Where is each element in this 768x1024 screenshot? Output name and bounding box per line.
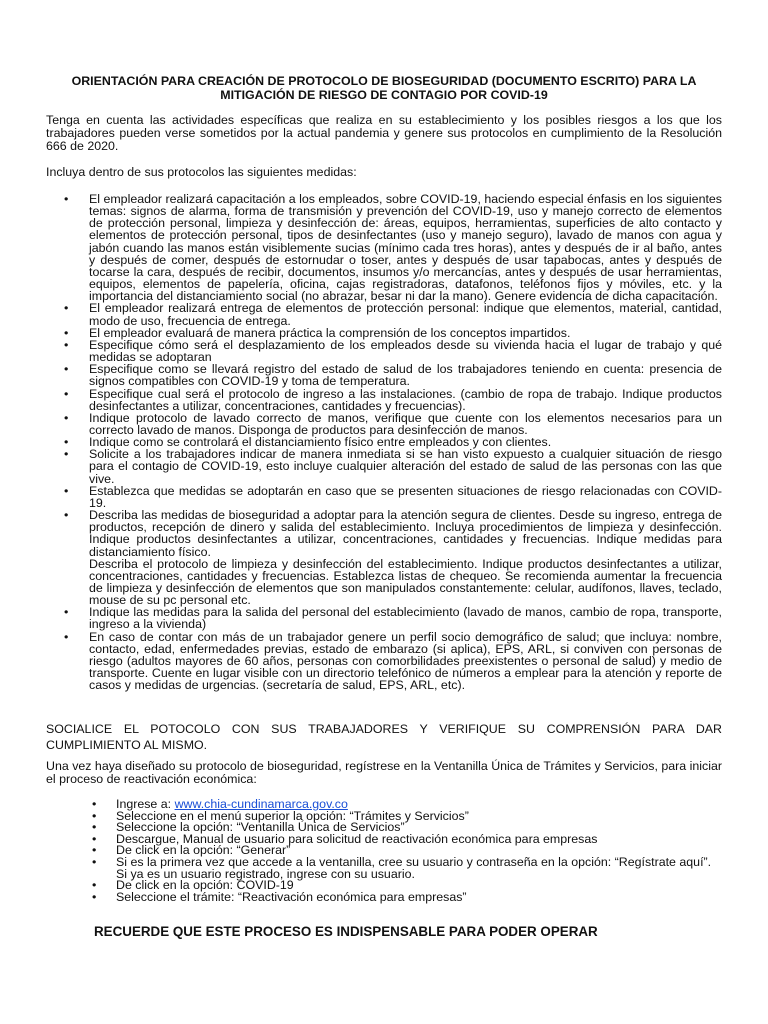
list-item-text: Indique como se controlará el distanciamiento físico entre empleados y con clientes. bbox=[89, 435, 552, 450]
list-item-text: Solicite a los trabajadores indicar de manera inmediata si se han visto expuesto a cualquier situación de riesgo para el contagio de COVID-19, esto incluye cualquier alteración del estado de salud de las personas con las que vive. bbox=[89, 447, 722, 486]
bullet-icon: • bbox=[92, 831, 97, 846]
list-item bbox=[46, 388, 722, 412]
measures-list bbox=[46, 193, 722, 691]
list-item-text: El empleador realizará capacitación a los empleados, sobre COVID-19, haciendo especial énfasis en los siguientes temas: signos de alarma, forma de transmisión y prevención del COVID-19, uso y manejo correcto de elementos de protección personal, limpieza y desinfección de: áreas, equipos, herramientas, superficies de alto contacto y elementos de protección personal, tipos de desinfectantes (uso y manejo seguro), lavado de manos con agua y jabón cuando las manos están visiblemente sucias (mínimo cada tres horas), antes y después de ir al baño, antes y después de comer, después de estornudar o toser, antes y después de usar tapabocas, antes y después de tocarse la cara, después de recibir, documentos, insumos y/o mercancías, antes y después de usar herramientas, equipos, elementos de papelería, oficina, cajas registradoras, datafonos, teléfonos fijos y móviles, etc. y la importancia del distanciamiento social (no abrazar, besar ni dar la mano). Genere evidencia de dicha capacitación. bbox=[89, 192, 722, 304]
list-item-text: En caso de contar con más de un trabajador genere un perfil socio demográfico de salud; que incluya: nombre, contacto, edad, enfermedades previas, estado de embarazo (si aplica), EPS, ARL, si conviven con personas de riesgo (adultos mayores de 60 años, personas con comorbilidades preexistentes o personal de salud) y medio de transporte. Cuente en lugar visible con un directorio telefónico de números a emplear para la atención y reporte de casos y medidas de urgencias. (secretaría de salud, EPS, ARL, etc). bbox=[89, 629, 722, 693]
list-item-text: El empleador realizará entrega de elementos de protección personal: indique que elementos, material, cantidad, modo de uso, frecuencia de entrega. bbox=[89, 301, 722, 328]
bullet-icon: • bbox=[64, 410, 69, 425]
bullet-icon: • bbox=[64, 386, 69, 401]
list-item bbox=[46, 631, 722, 692]
bullet-icon: • bbox=[64, 325, 69, 340]
steps-list bbox=[46, 799, 722, 903]
list-item bbox=[46, 854, 722, 881]
bullet-icon: • bbox=[64, 605, 69, 620]
website-link[interactable]: www.chia-cundinamarca.gov.co bbox=[174, 797, 348, 811]
list-item-text: De click en la opción: “Generar” bbox=[116, 843, 291, 858]
register-intro: Una vez haya diseñado su protocolo de bioseguridad, regístrese en la Ventanilla Única de Trámites y Servicios, para iniciar el proceso de reactivación económica: bbox=[46, 759, 722, 786]
list-item bbox=[46, 193, 722, 302]
title-line-2: MITIGACIÓN DE RIESGO DE CONTAGIO POR COVID-19 bbox=[220, 88, 548, 102]
list-item bbox=[46, 889, 722, 904]
closing-notice: RECUERDE QUE ESTE PROCESO ES INDISPENSABLE PARA PODER OPERAR bbox=[94, 924, 598, 939]
bullet-icon: • bbox=[92, 854, 97, 869]
intro-paragraph: Tenga en cuenta las actividades específicas que realiza en su establecimiento y los posibles riesgos a los que los trabajadores pueden verse sometidos por la actual pandemia y genere sus protocolos en cumplimiento de la Resolución 666 de 2020. bbox=[46, 113, 722, 153]
step-1-prefix: Ingrese a: bbox=[116, 797, 175, 811]
list-item-text: Especifique como se llevará registro del estado de salud de los trabajadores teniendo en cuenta: presencia de signos compatibles con COVID-19 y toma de temperatura. bbox=[89, 362, 722, 389]
list-item bbox=[46, 302, 722, 326]
list-item-text: De click en la opción: COVID-19 bbox=[116, 878, 294, 893]
list-item-text: El empleador evaluará de manera práctica la comprensión de los conceptos impartidos. bbox=[89, 325, 571, 340]
bullet-icon: • bbox=[92, 820, 97, 835]
bullet-icon: • bbox=[92, 797, 97, 811]
bullet-icon: • bbox=[64, 301, 69, 316]
bullet-icon: • bbox=[92, 808, 97, 823]
list-item bbox=[46, 339, 722, 363]
list-item bbox=[46, 448, 722, 484]
bullet-icon: • bbox=[64, 337, 69, 352]
bullet-icon: • bbox=[92, 889, 97, 904]
list-item bbox=[46, 412, 722, 436]
document-title bbox=[46, 74, 722, 102]
bullet-icon: • bbox=[92, 843, 97, 858]
list-item-text: Indique protocolo de lavado correcto de manos, verifique que cuente con los elementos necesarios para un correcto lavado de manos. Disponga de productos para desinfección de manos. bbox=[89, 410, 722, 437]
list-item-text: Especifique cual será el protocolo de ingreso a las instalaciones. (cambio de ropa de trabajo. Indique productos desinfectantes a utilizar, concentraciones, cantidades y frecuencias). bbox=[89, 386, 722, 413]
list-item-text: Seleccione la opción: “Ventanilla Única de Servicios” bbox=[116, 820, 405, 835]
list-item-text: Indique las medidas para la salida del personal del establecimiento (lavado de manos, cambio de ropa, transporte, ingreso a la vivienda) bbox=[89, 605, 722, 632]
list-item-continuation: Describa el protocolo de limpieza y desinfección del establecimiento. Indique productos desinfectantes a utilizar, concentraciones, cantidades y frecuencias. Establezca listas de chequeo. Se recomienda aumentar la frecuencia de limpieza y desinfección de elementos que son manipulados constantemente: celular, audífonos, llaves, teclado, mouse de su pc personal etc. bbox=[89, 556, 722, 608]
list-item-text: Describa las medidas de bioseguridad a adoptar para la atención segura de clientes. Desde su ingreso, entrega de productos, recepción de dinero y salida del establecimiento. Incluya procedimientos de limpieza y desinfección. Indique productos desinfectantes a utilizar, concentraciones, cantidades y frecuencias. Indique medidas para distanciamiento físico. bbox=[89, 508, 722, 559]
bullet-icon: • bbox=[92, 878, 97, 893]
list-item bbox=[46, 363, 722, 387]
list-item bbox=[46, 606, 722, 630]
bullet-icon: • bbox=[64, 483, 69, 498]
socialize-notice: SOCIALICE EL POTOCOLO CON SUS TRABAJADORES Y VERIFIQUE SU COMPRENSIÓN PARA DAR CUMPLIMIENTO AL MISMO. bbox=[46, 722, 722, 752]
list-item bbox=[46, 509, 722, 606]
list-item-text: Descargue, Manual de usuario para solicitud de reactivación económica para empresas bbox=[116, 831, 598, 846]
include-label: Incluya dentro de sus protocolos las siguientes medidas: bbox=[46, 165, 357, 179]
bullet-icon: • bbox=[64, 362, 69, 377]
list-item bbox=[46, 485, 722, 509]
bullet-icon: • bbox=[64, 508, 69, 523]
bullet-icon: • bbox=[64, 629, 69, 644]
bullet-icon: • bbox=[64, 192, 69, 206]
bullet-icon: • bbox=[64, 447, 69, 462]
list-item-text: Seleccione el trámite: “Reactivación económica para empresas” bbox=[116, 889, 467, 904]
list-item-text: Establezca que medidas se adoptarán en caso que se presenten situaciones de riesgo relacionadas con COVID-19. bbox=[89, 483, 722, 510]
title-line-1: ORIENTACIÓN PARA CREACIÓN DE PROTOCOLO DE BIOSEGURIDAD (DOCUMENTO ESCRITO) PARA LA bbox=[71, 74, 697, 88]
list-item-text: Si es la primera vez que accede a la ventanilla, cree su usuario y contraseña en la opción: “Regístrate aquí”. Si ya es un usuario registrado, ingrese con su usuario. bbox=[116, 854, 712, 881]
list-item-text: Seleccione en el menú superior la opción: “Trámites y Servicios” bbox=[116, 808, 469, 823]
bullet-icon: • bbox=[64, 435, 69, 450]
list-item-text: Especifique cómo será el desplazamiento de los empleados desde su vivienda hacia el lugar de trabajo y qué medidas se adoptaran bbox=[89, 337, 722, 365]
